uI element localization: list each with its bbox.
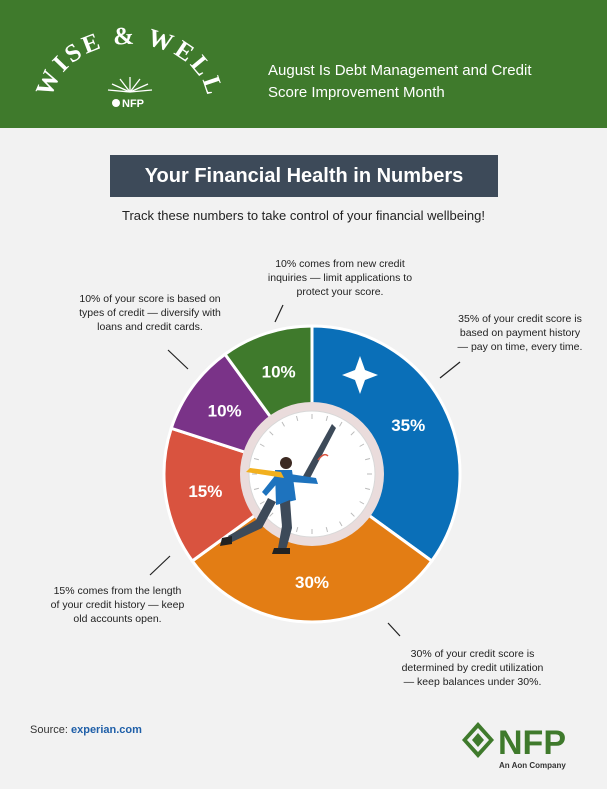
- page-title: Your Financial Health in Numbers: [110, 155, 498, 197]
- callout-credit-mix: [60, 292, 240, 334]
- nfp-diamond-icon: [462, 722, 494, 758]
- callout-utilization-line2: determined by credit utilization: [401, 662, 544, 674]
- pie-label-0: 35%: [391, 415, 426, 435]
- nfp-brand-logo: [460, 720, 600, 762]
- header-title-line1: August Is Debt Management and Credit: [268, 62, 532, 79]
- pie-label-4: 10%: [261, 362, 296, 382]
- callout-new-credit-line2: inquiries — limit applications to: [267, 272, 413, 284]
- callout-history-length-line1: 15% comes from the length: [53, 585, 182, 597]
- logo-text: WISE & WELL: [31, 22, 229, 101]
- source-note: [30, 724, 142, 736]
- callout-payment-history-line3: — pay on time, every time.: [457, 341, 583, 353]
- callout-history-length-line3: old accounts open.: [73, 613, 162, 625]
- source-link[interactable]: experian.com: [70, 724, 142, 736]
- callout-credit-mix-line3: loans and credit cards.: [97, 321, 203, 333]
- callout-new-credit-line3: protect your score.: [296, 286, 384, 298]
- callout-utilization-line3: — keep balances under 30%.: [403, 676, 542, 688]
- nfp-wordmark: NFP: [498, 724, 566, 762]
- callout-credit-mix-line2: types of credit — diversify with: [79, 307, 221, 319]
- callout-credit-mix-line1: 10% of your score is based on: [79, 293, 221, 305]
- callout-new-credit-line1: 10% comes from new credit: [275, 258, 405, 270]
- nfp-subtitle: An Aon Company: [499, 761, 566, 770]
- callout-payment-history-line2: based on payment history: [459, 327, 581, 339]
- callout-history-length-line2: of your credit history — keep: [50, 599, 185, 611]
- callout-utilization: [380, 647, 565, 689]
- source-label: Source:: [30, 724, 68, 736]
- header-title-line2: Score Improvement Month: [268, 84, 445, 101]
- callout-payment-history-line1: 35% of your credit score is: [458, 313, 582, 325]
- pie-label-1: 30%: [294, 573, 330, 592]
- callout-history-length: [30, 584, 205, 626]
- page-subtitle: Track these numbers to take control of your financial wellbeing!: [122, 208, 485, 223]
- logo-brand: NFP: [122, 98, 144, 110]
- callout-new-credit: [250, 257, 430, 299]
- callout-utilization-line1: 30% of your credit score is: [410, 648, 535, 660]
- callout-payment-history: [440, 312, 600, 354]
- pie-label-3: 10%: [207, 401, 242, 421]
- pie-label-2: 15%: [188, 481, 223, 501]
